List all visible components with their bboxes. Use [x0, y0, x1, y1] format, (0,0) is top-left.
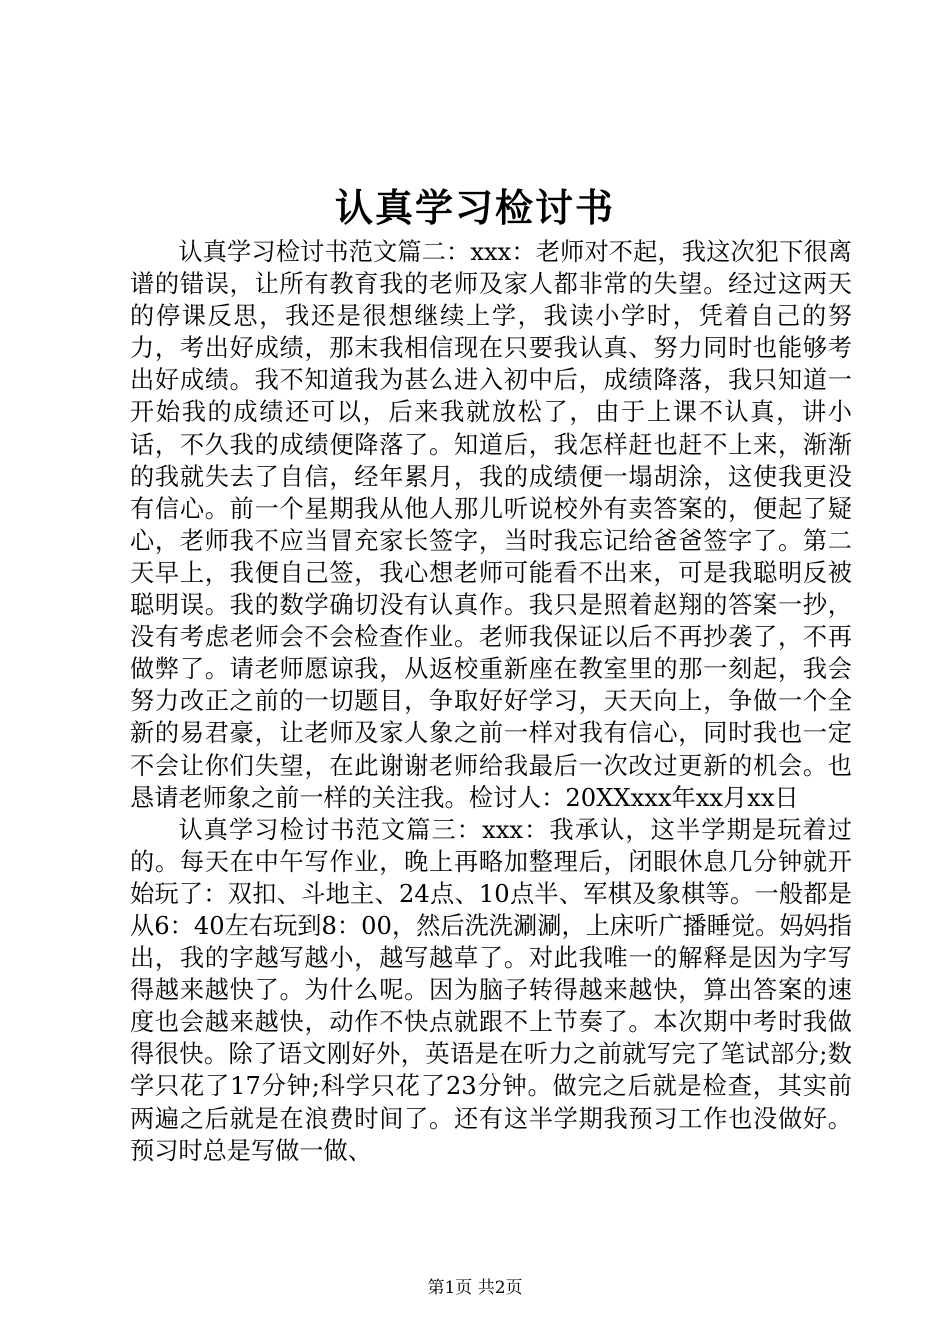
paragraph-1: 认真学习检讨书范文篇二：xxx：老师对不起，我这次犯下很离谱的错误，让所有教育我的老师及家人都非常的失望。经过这两天的停课反思，我还是很想继续上学，我读小学时，凭着自己的努力，考出好成绩，那末我相信现在只要我认真、努力同时也能够考出好成绩。我不知道我为甚么进入初中后，成绩降落，我只知道一开始我的成绩还可以，后来我就放松了，由于上课不认真，讲小话，不久我的成绩便降落了。知道后，我怎样赶也赶不上来，渐渐的我就失去了自信，经年累月，我的成绩便一塌胡涂，这使我更没有信心。前一个星期我从他人那儿听说校外有卖答案的，便起了疑心，老师我不应当冒充家长签字，当时我忘记给爸爸签字了。第二天早上，我便自己签，我心想老师可能看不出来，可是我聪明反被聪明误。我的数学确切没有认真作。我只是照着赵翔的答案一抄，没有考虑老师会不会检查作业。老师我保证以后不再抄袭了，不再做弊了。请老师愿谅我，从返校重新座在教室里的那一刻起，我会努力改正之前的一切题目，争取好好学习，天天向上，争做一个全新的易君豪，让老师及家人象之前一样对我有信心，同时我也一定不会让你们失望，在此谢谢老师给我最后一次改过更新的机会。也恳请老师象之前一样的关注我。检讨人：20XXxxx年xx月xx日: [130, 238, 852, 812]
document-body: [130, 236, 852, 1167]
document-title: 认真学习检讨书: [334, 185, 615, 230]
paragraph-2: 认真学习检讨书范文篇三：xxx：我承认，这半学期是玩着过的。每天在中午写作业，晚上再略加整理后，闭眼休息几分钟就开始玩了：双扣、斗地主、24点、10点半、军棋及象棋等。一般都是从6：40左右玩到8：00，然后洗洗涮涮，上床听广播睡觉。妈妈指出，我的字越写越小，越写越草了。对此我唯一的解释是因为字写得越来越快了。为什么呢。因为脑子转得越来越快，算出答案的速度也会越来越快，动作不快点就跟不上节奏了。本次期中考时我做得很快。除了语文刚好外，英语是在听力之前就写完了笔试部分;数学只花了17分钟;科学只花了23分钟。做完之后就是检查，其实前两遍之后就是在浪费时间了。还有这半学期我预习工作也没做好。预习时总是写做一做、: [130, 815, 852, 1165]
page-footer: 第1页 共2页: [427, 1278, 523, 1298]
